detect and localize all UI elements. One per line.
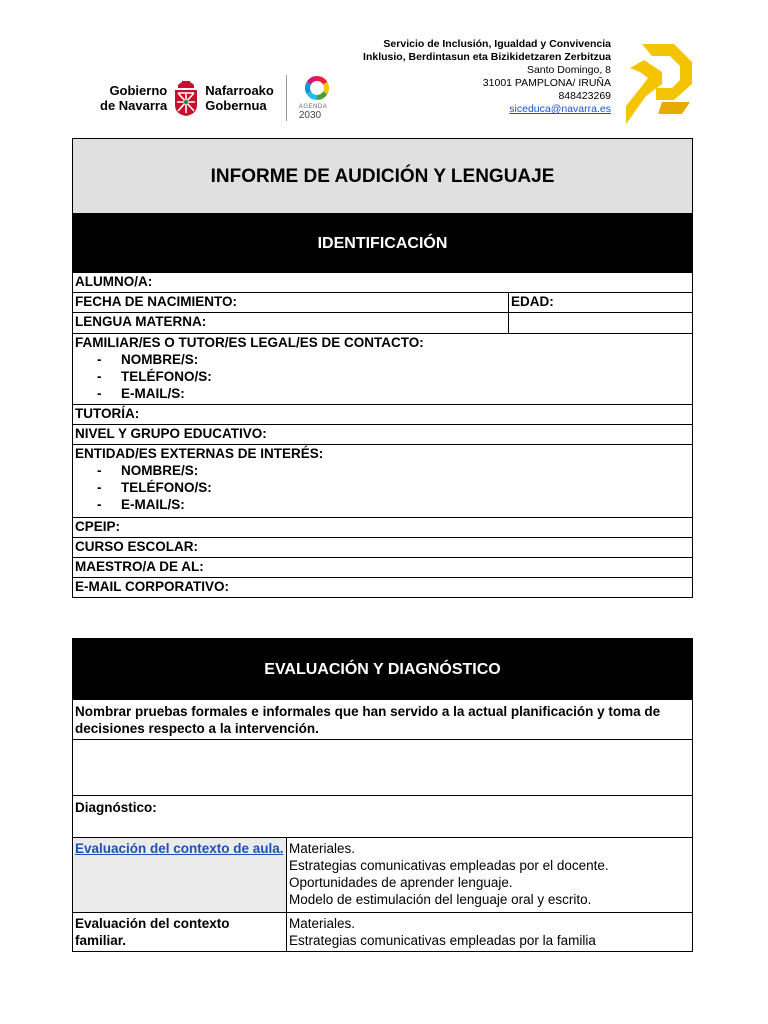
diagnostico-field[interactable]: Diagnóstico: <box>73 796 693 838</box>
entidad-nombre: - NOMBRE/S: <box>97 462 690 479</box>
lengua-materna-field[interactable]: LENGUA MATERNA: <box>73 313 509 334</box>
gob-right-line2: Gobernua <box>205 98 267 113</box>
service-phone: 848423269 <box>558 90 611 102</box>
evaluation-table <box>72 638 693 952</box>
familiar-item: Estrategias comunicativas empleadas por la familia <box>289 933 596 948</box>
identification-heading: IDENTIFICACIÓN <box>73 214 693 273</box>
aula-context-cell <box>73 838 287 913</box>
instruction-text: Nombrar pruebas formales e informales que han servido a la actual planificación y toma de decisiones respecto a la intervención. <box>73 700 693 740</box>
aula-item: Estrategias comunicativas empleadas por el docente. <box>289 858 609 873</box>
edad-value-field[interactable] <box>509 313 693 334</box>
pruebas-input-area[interactable] <box>73 740 693 796</box>
agenda-label: AGENDA <box>298 104 328 110</box>
logo-divider <box>286 75 287 121</box>
service-address <box>363 38 611 116</box>
curso-escolar-field[interactable]: CURSO ESCOLAR: <box>73 538 693 558</box>
service-city: 31001 PAMPLONA/ IRUÑA <box>482 77 611 89</box>
evaluation-heading: EVALUACIÓN Y DIAGNÓSTICO <box>73 639 693 700</box>
service-name-es: Servicio de Inclusión, Igualdad y Convivencia <box>383 38 611 50</box>
fecha-nacimiento-field[interactable]: FECHA DE NACIMIENTO: <box>73 293 509 313</box>
familiar-context-label: Evaluación del contexto familiar. <box>73 913 287 952</box>
gob-right-line1: Nafarroako <box>205 83 274 98</box>
familiar-telefono: - TELÉFONO/S: <box>97 368 690 385</box>
aula-context-link[interactable]: Evaluación del contexto de aula. <box>75 841 284 856</box>
letterhead <box>0 0 768 135</box>
agenda-2030-logo <box>297 75 337 121</box>
entidad-externa-field[interactable] <box>73 445 693 518</box>
gob-left-line1: Gobierno <box>109 83 168 98</box>
aula-item: Oportunidades de aprender lenguaje. <box>289 875 513 890</box>
gobierno-navarra-logo <box>100 75 337 121</box>
identification-table <box>72 138 693 598</box>
alumno-field[interactable]: ALUMNO/A: <box>73 273 693 293</box>
service-name-eu: Inklusio, Berdintasun eta Bizikidetzaren Zerbitzua <box>363 51 611 63</box>
cpeip-field[interactable]: CPEIP: <box>73 518 693 538</box>
service-email-link[interactable]: siceduca@navarra.es <box>509 103 611 115</box>
gob-left-line2: de Navarra <box>100 98 168 113</box>
yellow-brand-logo <box>622 40 697 128</box>
entidad-externa-label: ENTIDAD/ES EXTERNAS DE INTERÉS: <box>75 446 324 461</box>
aula-item: Materiales. <box>289 841 356 856</box>
agenda-year: 2030 <box>298 110 322 121</box>
navarra-shield-icon <box>173 79 199 117</box>
familiar-contact-label: FAMILIAR/ES O TUTOR/ES LEGAL/ES DE CONTACTO: <box>75 335 424 350</box>
familiar-email: - E-MAIL/S: <box>97 385 690 402</box>
email-corporativo-field[interactable]: E-MAIL CORPORATIVO: <box>73 578 693 598</box>
aula-items-cell[interactable] <box>287 838 693 913</box>
entidad-email: - E-MAIL/S: <box>97 496 690 513</box>
familiar-nombre: - NOMBRE/S: <box>97 351 690 368</box>
edad-field[interactable]: EDAD: <box>509 293 693 313</box>
nivel-grupo-field[interactable]: NIVEL Y GRUPO EDUCATIVO: <box>73 425 693 445</box>
entidad-telefono: - TELÉFONO/S: <box>97 479 690 496</box>
maestro-al-field[interactable]: MAESTRO/A DE AL: <box>73 558 693 578</box>
service-street: Santo Domingo, 8 <box>526 64 611 76</box>
familiar-items-cell[interactable] <box>287 913 693 952</box>
aula-item: Modelo de estimulación del lenguaje oral y escrito. <box>289 892 592 907</box>
familiar-item: Materiales. <box>289 916 356 931</box>
sdg-wheel-icon <box>297 75 337 103</box>
page-title: INFORME DE AUDICIÓN Y LENGUAJE <box>73 139 693 214</box>
tutoria-field[interactable]: TUTORÍA: <box>73 405 693 425</box>
familiar-contact-field[interactable] <box>73 334 693 405</box>
